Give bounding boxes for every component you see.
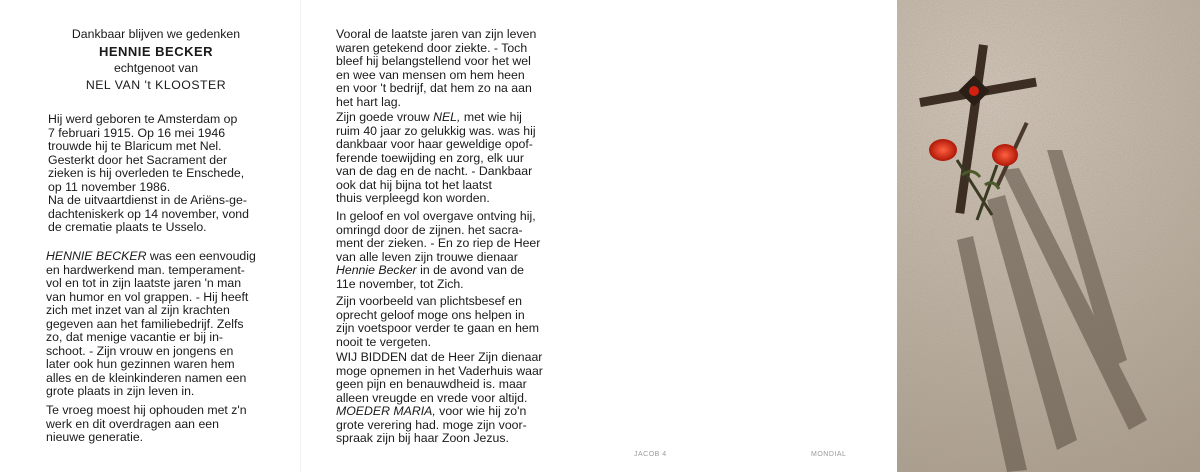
cross-with-roses-icon (897, 0, 1200, 472)
spouse-gratitude-text-a: Zijn goede vrouw (336, 110, 434, 124)
prayer-text-a: WIJ BIDDEN dat de Heer Zijn dienaar moge opnemen in het Vaderhuis waar geen pijn en benauwdheid is. maar alleen vreugde en vrede voor altijd. (336, 350, 543, 405)
spouse-gratitude-name: NEL, (433, 110, 461, 124)
sacrament-name: Hennie Becker (336, 263, 417, 277)
sacrament-paragraph (336, 210, 594, 291)
brand-mark: MONDIAL (811, 451, 847, 458)
spouse-gratitude-paragraph (336, 111, 594, 206)
printer-mark: JACOB 4 (634, 451, 667, 458)
prayer-text-b: voor wie hij zo'n grote verering had. moge zijn voor- spraak zijn bij haar Zoon Jezus. (336, 404, 527, 445)
header-remembrance-line: Dankbaar blijven we gedenken (71, 27, 241, 41)
retirement-paragraph: Te vroeg moest hij ophouden met z'n werk en dit overdragen aan een nieuwe generatie. (46, 403, 247, 444)
example-paragraph: Zijn voorbeeld van plichtsbesef en oprecht geloof moge ons helpen in zijn voetspoor verder te gaan en hem nooit te vergeten. (336, 294, 540, 349)
spouse-relation: echtgenoot van (113, 61, 199, 75)
sacrament-text-b: in de avond van de 11e november, tot Zich. (336, 263, 525, 291)
prayer-paragraph (336, 351, 594, 446)
spouse-gratitude-text-b: met wie hij ruim 40 jaar zo gelukkig was. was hij dankbaar voor haar geweldige opof- ferende toewijding en zorg, elk uur van de dag en de nacht. - Dankbaar ook dat hij bijna tot het laatst thuis verpleegd kon worden. (336, 110, 536, 205)
illness-paragraph: Vooral de laatste jaren van zijn leven waren getekend door ziekte. - Toch bleef hij belangstellend voor het wel en wee van mensen om hem heen en voor 't bedrijf, dat hem zo na aan het hart lag. (336, 27, 537, 109)
spouse-name: NEL VAN 't KLOOSTER (85, 78, 227, 92)
sacrament-text-a: In geloof en vol overgave ontving hij, omringd door de zijnen. het sacra- ment der zieken. - En zo riep de Heer van alle leven zijn trouwe dienaar (336, 209, 541, 264)
biography-paragraph: Hij werd geboren te Amsterdam op 7 februari 1915. Op 16 mei 1946 trouwde hij te Blaricum met Nel. Gesterkt door het Sacrament der zieken is hij overleden te Enschede, op 11 november 1986. Na de uitvaartdienst in de Ariëns-ge- dachteniskerk op 14 november, vond de crematie plaats te Usselo. (48, 112, 249, 234)
prayer-mother-mary: MOEDER MARIA, (336, 404, 436, 418)
character-paragraph-name: HENNIE BECKER (46, 249, 147, 263)
character-paragraph (46, 250, 276, 399)
blank-inner-panel (605, 0, 897, 472)
left-text-panel (0, 0, 300, 472)
deceased-name: HENNIE BECKER (98, 44, 214, 59)
character-paragraph-text: was een eenvoudig en hardwerkend man. temperament- vol en tot in zijn laatste jaren 'n man van humor en vol grappen. - Hij heeft zich met inzet van al zijn krachten gegeven aan het familiebedrijf. Zelfs zo, dat menige vacantie er bij in- schoot. - Zijn vrouw en jongens en later ook hun gezinnen waren hem alles en de kleinkinderen namen een grote plaats in zijn leven in. (46, 249, 256, 398)
cross-photo (897, 0, 1200, 472)
